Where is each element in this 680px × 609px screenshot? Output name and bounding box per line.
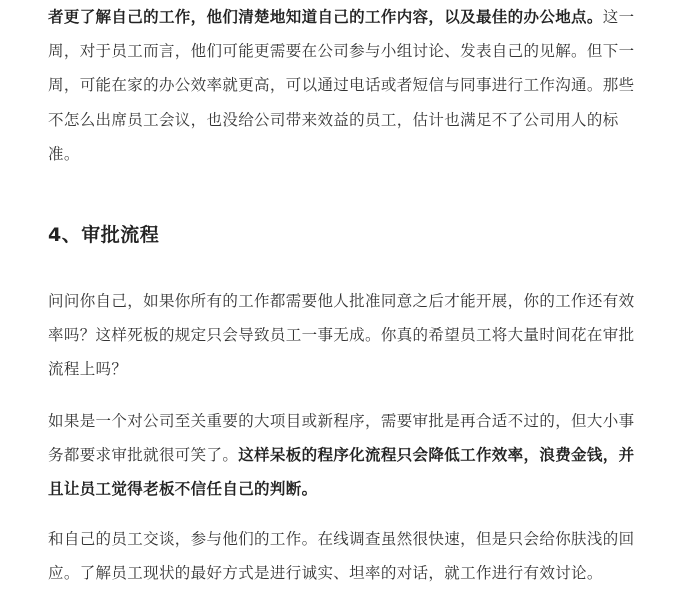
paragraph-4-text: 和自己的员工交谈，参与他们的工作。在线调查虽然很快速，但是只会给你肤浅的回应。了解员工现状的最好方式是进行诚实、坦率的对话，就工作进行有效讨论。 [48, 530, 635, 583]
paragraph-3-bold: 这样呆板的程序化流程只会降低工作效率，浪费金钱，并且让员工觉得老板不信任自己的判断。 [48, 446, 635, 499]
paragraph-3 [48, 404, 638, 507]
paragraph-2-text: 问问你自己，如果你所有的工作都需要他人批准同意之后才能开展，你的工作还有效率吗？这样死板的规定只会导致员工一事无成。你真的希望员工将大量时间花在审批流程上吗？ [48, 292, 635, 379]
paragraph-2 [48, 284, 638, 387]
paragraph-1-bold: 者更了解自己的工作，他们清楚地知道自己的工作内容，以及最佳的办公地点。 [48, 8, 603, 26]
section-heading: 4、审批流程 [48, 224, 160, 246]
paragraph-1 [48, 0, 638, 171]
paragraph-4 [48, 522, 638, 590]
paragraph-3-text: 如果是一个对公司至关重要的大项目或新程序，需要审批是再合适不过的，但大小事务都要求审批就很可笑了。 [48, 412, 635, 465]
paragraph-1-text: 这一周，对于员工而言，他们可能更需要在公司参与小组讨论、发表自己的见解。但下一周，可能在家的办公效率就更高，可以通过电话或者短信与同事进行工作沟通。那些不怎么出席员工会议，也没给公司带来效益的员工，估计也满足不了公司用人的标准。 [48, 8, 635, 163]
